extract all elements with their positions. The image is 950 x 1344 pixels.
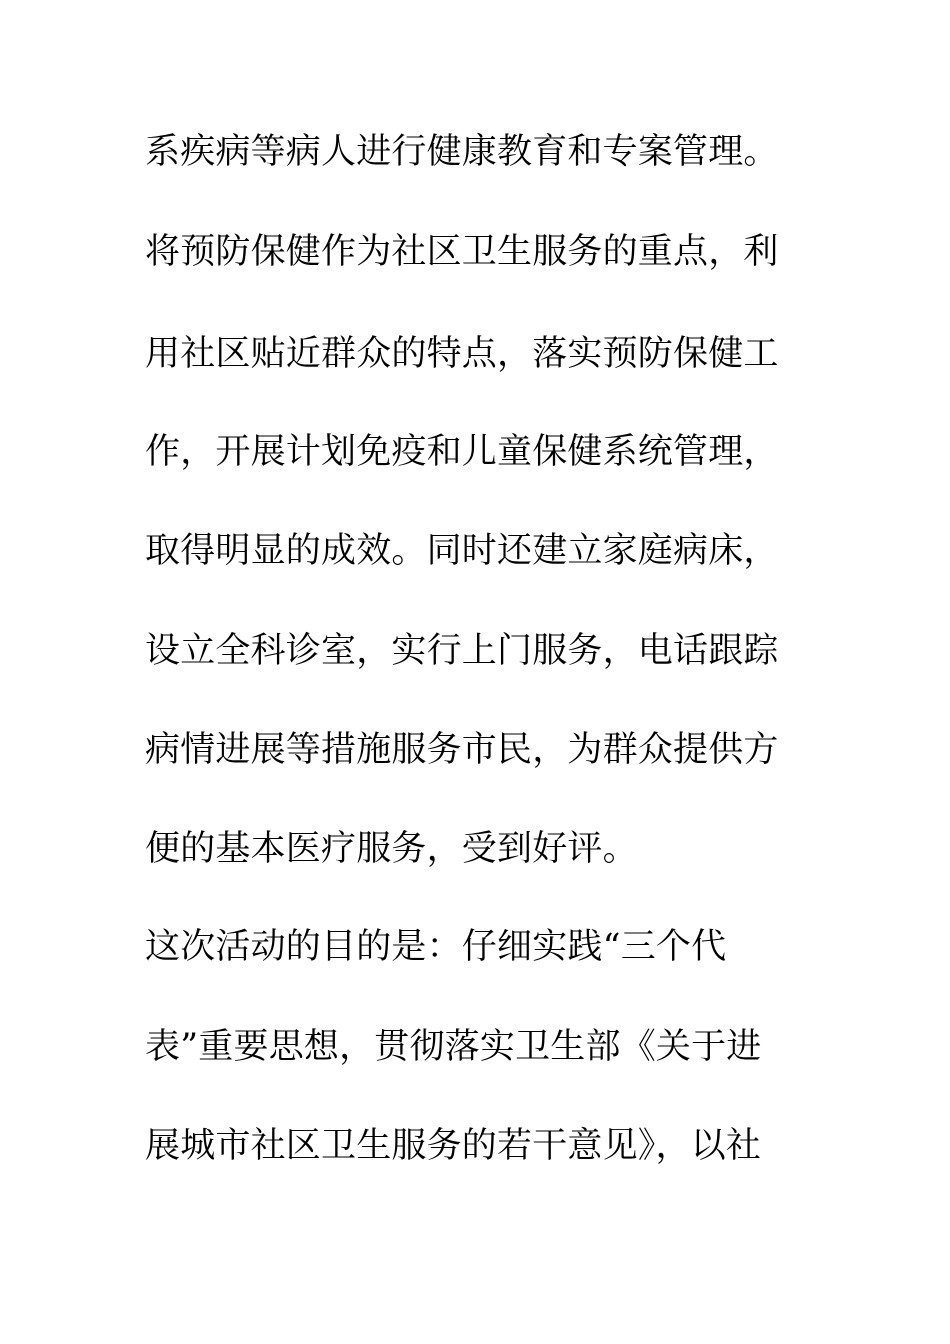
text-line-2: 将预防保健作为社区卫生服务的重点，利: [145, 232, 779, 272]
text-line-11: 展城市社区卫生服务的若干意见》，以社: [145, 1126, 762, 1166]
text-line-3: 用社区贴近群众的特点，落实预防保健工: [145, 334, 779, 374]
text-line-9: 这次活动的目的是：仔细实践“三个代: [145, 927, 727, 967]
text-line-10: 表”重要思想，贯彻落实卫生部《关于进: [145, 1027, 762, 1067]
text-line-8: 便的基本医疗服务，受到好评。: [145, 829, 638, 869]
text-line-5: 取得明显的成效。同时还建立家庭病床，: [145, 531, 779, 571]
text-line-6: 设立全科诊室，实行上门服务，电话跟踪: [145, 631, 779, 671]
text-line-1: 系疾病等病人进行健康教育和专案管理。: [145, 132, 779, 172]
text-line-4: 作，开展计划免疫和儿童保健系统管理，: [145, 432, 779, 472]
text-line-7: 病情进展等措施服务市民，为群众提供方: [145, 730, 779, 770]
